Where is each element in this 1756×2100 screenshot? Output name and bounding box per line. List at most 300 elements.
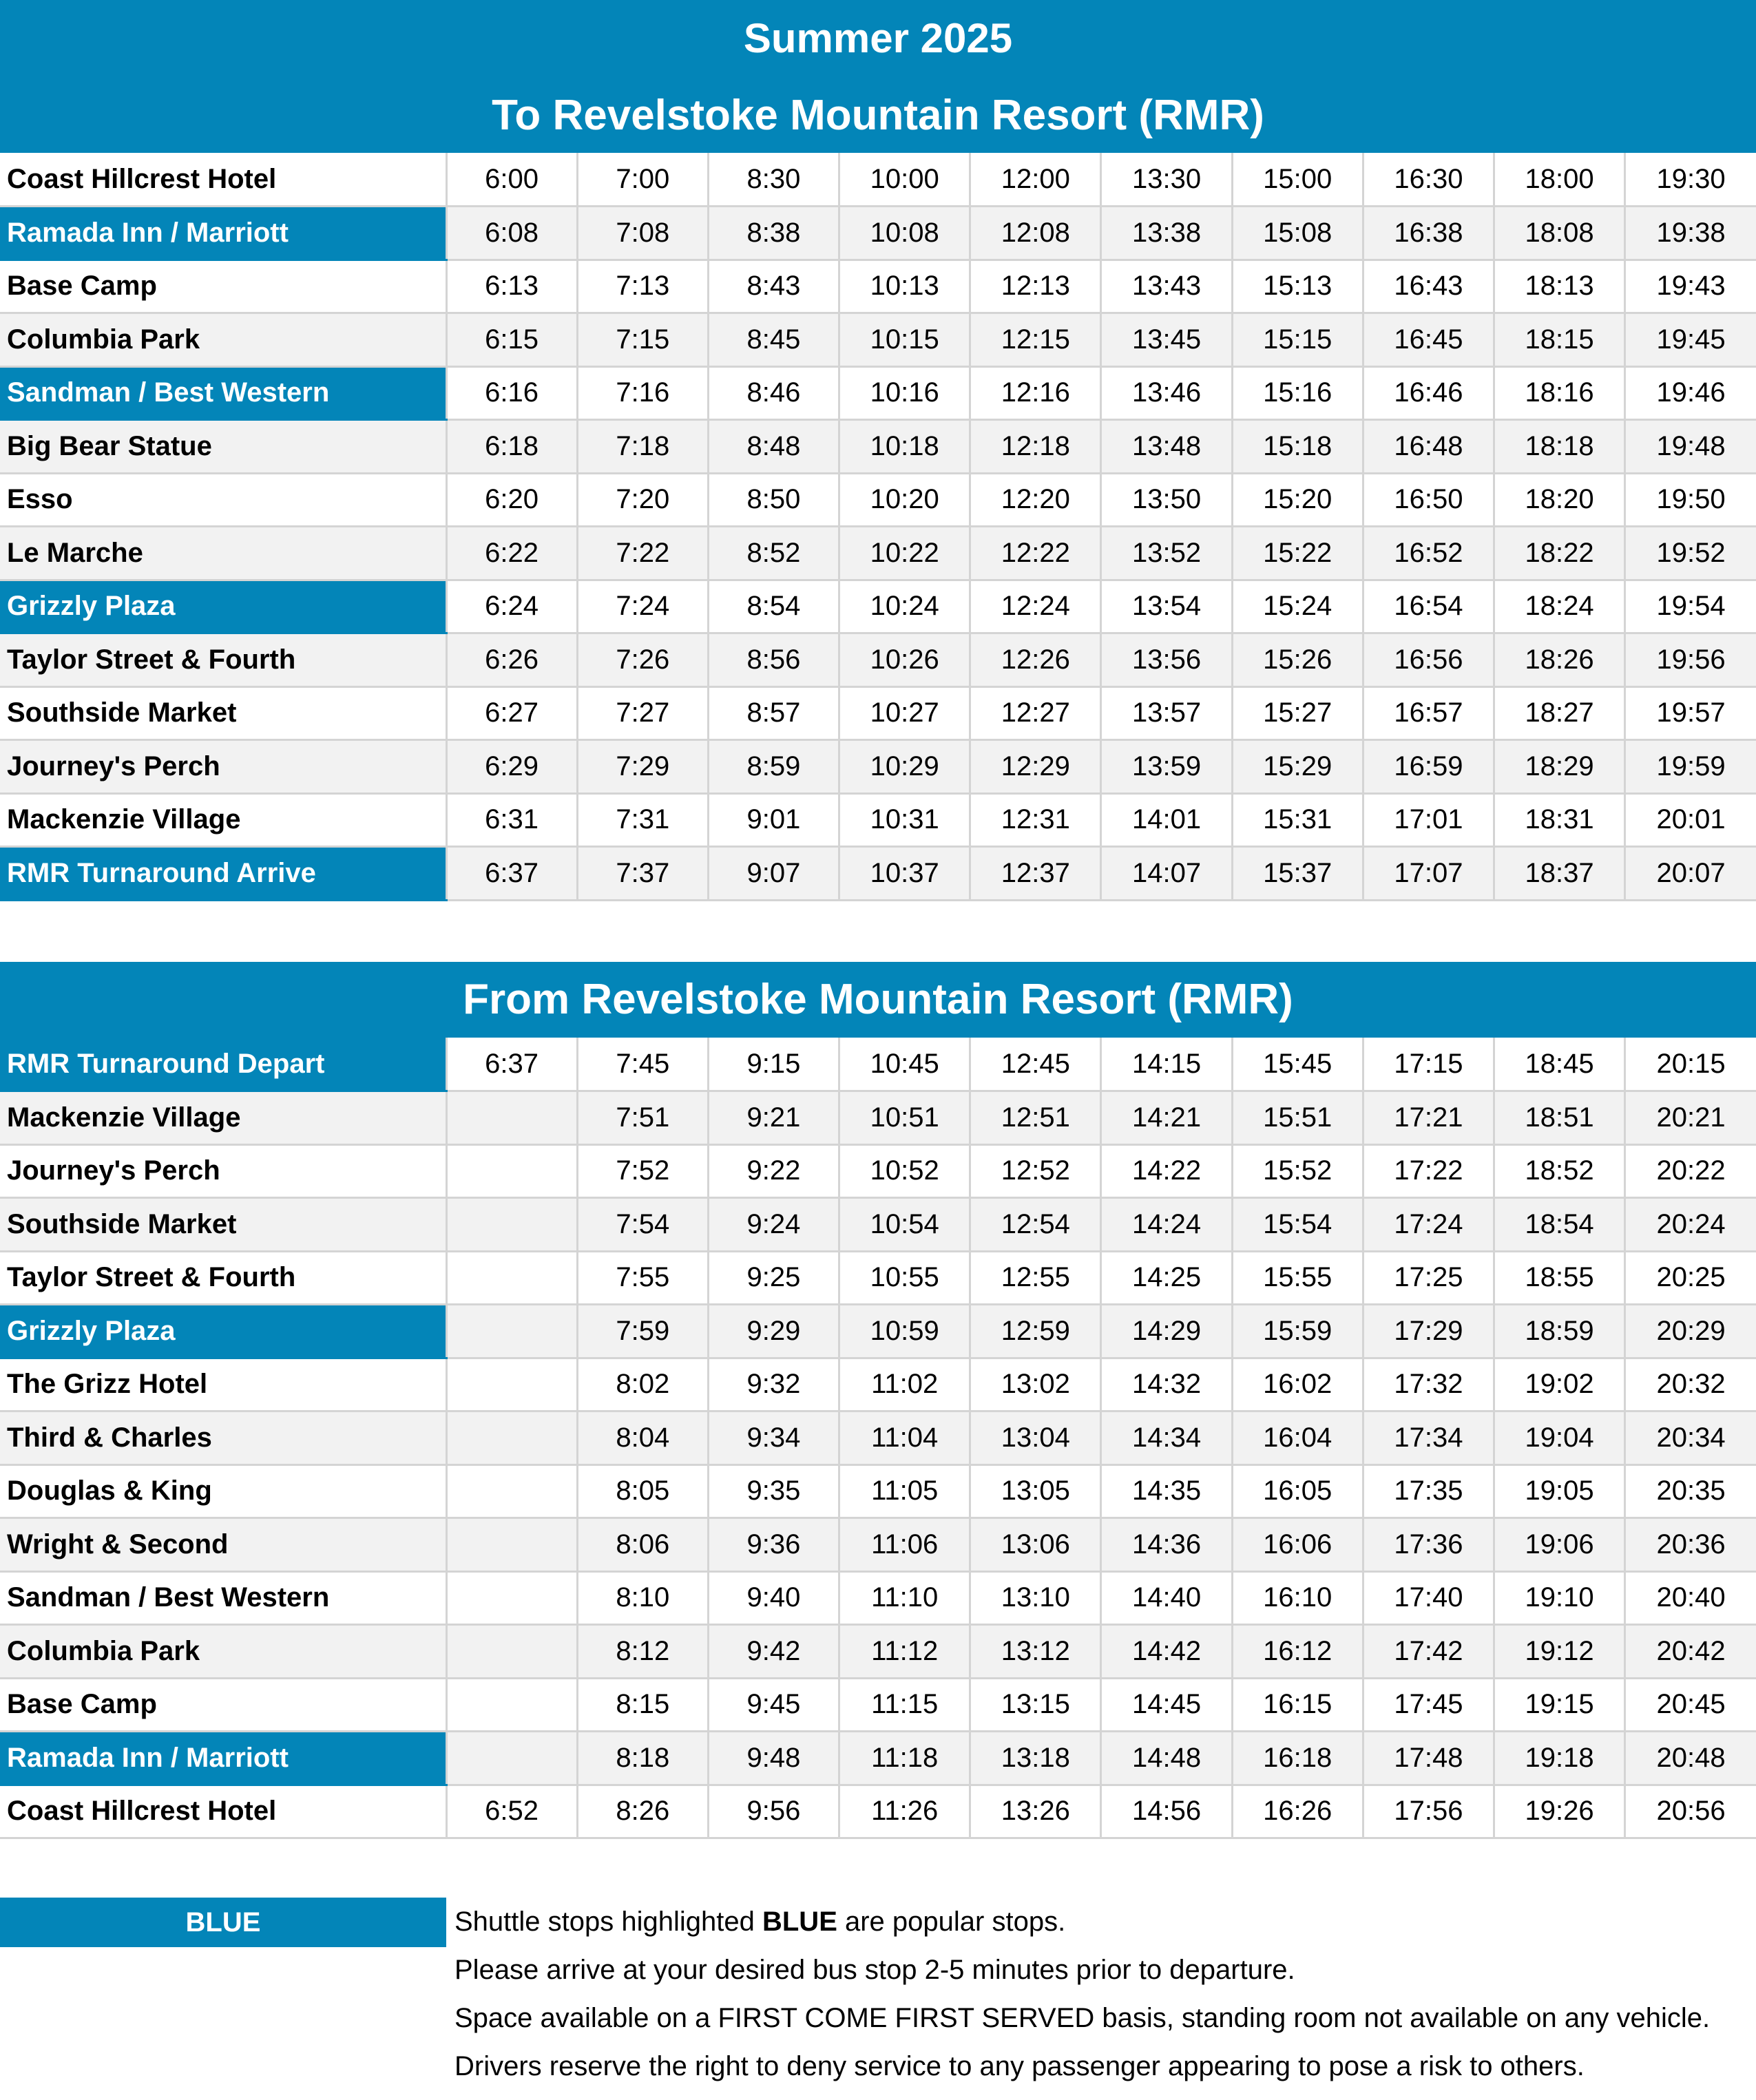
- departure-time: 16:18: [1232, 1732, 1363, 1785]
- departure-time: 15:08: [1232, 207, 1363, 260]
- departure-time: 15:16: [1232, 366, 1363, 420]
- to-rmr-timetable: [0, 153, 1756, 901]
- departure-time: 7:13: [577, 260, 708, 313]
- timetable-row: [0, 260, 1756, 313]
- stop-name: Journey's Perch: [0, 1144, 446, 1198]
- departure-time: 10:20: [839, 473, 970, 527]
- departure-time: 16:45: [1363, 313, 1494, 367]
- to-rmr-heading: To Revelstoke Mountain Resort (RMR): [492, 92, 1264, 139]
- departure-time: 17:29: [1363, 1305, 1494, 1358]
- departure-time: 17:34: [1363, 1411, 1494, 1465]
- departure-time: 10:29: [839, 740, 970, 794]
- departure-time: 16:48: [1363, 420, 1494, 474]
- departure-time: 18:59: [1494, 1305, 1625, 1358]
- stop-name: Third & Charles: [0, 1411, 446, 1465]
- timetable-row: [0, 313, 1756, 367]
- departure-time: 16:02: [1232, 1358, 1363, 1411]
- timetable-row: [0, 1305, 1756, 1358]
- departure-time: 12:26: [970, 633, 1101, 687]
- departure-time: 14:32: [1101, 1358, 1232, 1411]
- timetable-row: [0, 686, 1756, 740]
- departure-time: 12:20: [970, 473, 1101, 527]
- departure-time: 8:12: [577, 1625, 708, 1679]
- departure-time: 8:59: [708, 740, 839, 794]
- departure-time: 13:04: [970, 1411, 1101, 1465]
- departure-time: 8:50: [708, 473, 839, 527]
- departure-time: 19:43: [1625, 260, 1756, 313]
- departure-time: 17:15: [1363, 1038, 1494, 1091]
- departure-time: 12:54: [970, 1198, 1101, 1252]
- departure-time: 14:34: [1101, 1411, 1232, 1465]
- departure-time: 18:18: [1494, 420, 1625, 474]
- departure-time: 19:02: [1494, 1358, 1625, 1411]
- departure-time: 13:54: [1101, 580, 1232, 633]
- departure-time: 10:08: [839, 207, 970, 260]
- departure-time: 6:29: [446, 740, 577, 794]
- departure-time: 15:52: [1232, 1144, 1363, 1198]
- departure-time: 13:10: [970, 1571, 1101, 1625]
- departure-time: 10:54: [839, 1198, 970, 1252]
- departure-time: 16:12: [1232, 1625, 1363, 1679]
- departure-time: 6:37: [446, 1038, 577, 1091]
- departure-time: 14:45: [1101, 1678, 1232, 1732]
- departure-time: 16:59: [1363, 740, 1494, 794]
- departure-time: 9:36: [708, 1518, 839, 1572]
- timetable-row: [0, 580, 1756, 633]
- departure-time: 10:24: [839, 580, 970, 633]
- timetable-row: [0, 740, 1756, 794]
- departure-time: 20:40: [1625, 1571, 1756, 1625]
- timetable-row: [0, 207, 1756, 260]
- departure-time: 8:02: [577, 1358, 708, 1411]
- departure-time: 15:59: [1232, 1305, 1363, 1358]
- departure-time: 19:50: [1625, 473, 1756, 527]
- departure-time: 16:05: [1232, 1464, 1363, 1518]
- departure-time: 14:21: [1101, 1091, 1232, 1145]
- departure-time: 19:48: [1625, 420, 1756, 474]
- timetable-row: [0, 847, 1756, 901]
- note-text: are popular stops.: [837, 1907, 1066, 1937]
- departure-time: 7:55: [577, 1251, 708, 1305]
- departure-time: 16:26: [1232, 1785, 1363, 1838]
- stop-name: Le Marche: [0, 527, 446, 580]
- departure-time: 9:29: [708, 1305, 839, 1358]
- stop-name: Sandman / Best Western: [0, 1571, 446, 1625]
- departure-time: 15:54: [1232, 1198, 1363, 1252]
- departure-time: 14:40: [1101, 1571, 1232, 1625]
- departure-time: 16:56: [1363, 633, 1494, 687]
- departure-time: 16:30: [1363, 153, 1494, 207]
- departure-time: 16:54: [1363, 580, 1494, 633]
- departure-time: 19:18: [1494, 1732, 1625, 1785]
- note-deny-service: Drivers reserve the right to deny service to any passenger appearing to pose a risk to others.: [454, 2051, 1585, 2081]
- timetable-row: [0, 1038, 1756, 1091]
- from-rmr-header: [0, 962, 1756, 1038]
- departure-time: 10:22: [839, 527, 970, 580]
- departure-time: 16:04: [1232, 1411, 1363, 1465]
- stop-name: Columbia Park: [0, 313, 446, 367]
- departure-time: 20:07: [1625, 847, 1756, 901]
- departure-time: 10:52: [839, 1144, 970, 1198]
- departure-time: 14:36: [1101, 1518, 1232, 1572]
- departure-time: 12:45: [970, 1038, 1101, 1091]
- departure-time: 18:55: [1494, 1251, 1625, 1305]
- departure-time: 13:56: [1101, 633, 1232, 687]
- timetable-row: [0, 1198, 1756, 1252]
- departure-time: 19:52: [1625, 527, 1756, 580]
- departure-time: 7:08: [577, 207, 708, 260]
- departure-time: 13:59: [1101, 740, 1232, 794]
- departure-time: 17:22: [1363, 1144, 1494, 1198]
- departure-time: 8:45: [708, 313, 839, 367]
- departure-time: 11:10: [839, 1571, 970, 1625]
- departure-time: 12:52: [970, 1144, 1101, 1198]
- departure-time: 13:02: [970, 1358, 1101, 1411]
- timetable-row: [0, 1678, 1756, 1732]
- departure-time: 18:26: [1494, 633, 1625, 687]
- departure-time: 8:52: [708, 527, 839, 580]
- departure-time: [446, 1571, 577, 1625]
- departure-time: 19:12: [1494, 1625, 1625, 1679]
- legend-notes: [454, 1898, 1710, 2090]
- departure-time: 13:26: [970, 1785, 1101, 1838]
- stop-name: Coast Hillcrest Hotel: [0, 153, 446, 207]
- departure-time: 8:48: [708, 420, 839, 474]
- departure-time: 20:01: [1625, 793, 1756, 847]
- departure-time: 6:18: [446, 420, 577, 474]
- departure-time: 19:26: [1494, 1785, 1625, 1838]
- departure-time: 6:31: [446, 793, 577, 847]
- departure-time: 13:18: [970, 1732, 1101, 1785]
- departure-time: 6:24: [446, 580, 577, 633]
- departure-time: [446, 1464, 577, 1518]
- departure-time: 11:04: [839, 1411, 970, 1465]
- stop-name: Coast Hillcrest Hotel: [0, 1785, 446, 1838]
- departure-time: 12:15: [970, 313, 1101, 367]
- departure-time: 16:50: [1363, 473, 1494, 527]
- stop-name: Sandman / Best Western: [0, 366, 446, 420]
- departure-time: 19:59: [1625, 740, 1756, 794]
- departure-time: 11:05: [839, 1464, 970, 1518]
- departure-time: 18:54: [1494, 1198, 1625, 1252]
- timetable-row: [0, 1411, 1756, 1465]
- departure-time: 11:18: [839, 1732, 970, 1785]
- departure-time: 20:24: [1625, 1198, 1756, 1252]
- stop-name: Columbia Park: [0, 1625, 446, 1679]
- departure-time: 10:00: [839, 153, 970, 207]
- departure-time: 13:06: [970, 1518, 1101, 1572]
- departure-time: 20:34: [1625, 1411, 1756, 1465]
- departure-time: 7:27: [577, 686, 708, 740]
- departure-time: 18:20: [1494, 473, 1625, 527]
- departure-time: 15:27: [1232, 686, 1363, 740]
- departure-time: 7:52: [577, 1144, 708, 1198]
- departure-time: 20:15: [1625, 1038, 1756, 1091]
- departure-time: 7:29: [577, 740, 708, 794]
- from-rmr-timetable: [0, 1038, 1756, 1839]
- stop-name: Grizzly Plaza: [0, 580, 446, 633]
- departure-time: 10:18: [839, 420, 970, 474]
- departure-time: 19:06: [1494, 1518, 1625, 1572]
- departure-time: 19:15: [1494, 1678, 1625, 1732]
- departure-time: 10:15: [839, 313, 970, 367]
- departure-time: 14:01: [1101, 793, 1232, 847]
- departure-time: 17:36: [1363, 1518, 1494, 1572]
- departure-time: 8:10: [577, 1571, 708, 1625]
- departure-time: 18:27: [1494, 686, 1625, 740]
- stop-name: Wright & Second: [0, 1518, 446, 1572]
- timetable-row: [0, 1625, 1756, 1679]
- departure-time: [446, 1732, 577, 1785]
- departure-time: 17:24: [1363, 1198, 1494, 1252]
- departure-time: 18:00: [1494, 153, 1625, 207]
- stop-name: The Grizz Hotel: [0, 1358, 446, 1411]
- note-popular-stops: [454, 1898, 1710, 1946]
- departure-time: 13:46: [1101, 366, 1232, 420]
- departure-time: 7:37: [577, 847, 708, 901]
- departure-time: 17:25: [1363, 1251, 1494, 1305]
- departure-time: 17:42: [1363, 1625, 1494, 1679]
- departure-time: 16:52: [1363, 527, 1494, 580]
- departure-time: 12:16: [970, 366, 1101, 420]
- departure-time: 17:40: [1363, 1571, 1494, 1625]
- departure-time: 16:38: [1363, 207, 1494, 260]
- departure-time: 9:01: [708, 793, 839, 847]
- departure-time: [446, 1251, 577, 1305]
- departure-time: 10:51: [839, 1091, 970, 1145]
- departure-time: 7:15: [577, 313, 708, 367]
- departure-time: 11:15: [839, 1678, 970, 1732]
- departure-time: 18:13: [1494, 260, 1625, 313]
- departure-time: 9:21: [708, 1091, 839, 1145]
- departure-time: 8:26: [577, 1785, 708, 1838]
- departure-time: 11:02: [839, 1358, 970, 1411]
- departure-time: 16:43: [1363, 260, 1494, 313]
- departure-time: 20:25: [1625, 1251, 1756, 1305]
- departure-time: 15:13: [1232, 260, 1363, 313]
- departure-time: 17:48: [1363, 1732, 1494, 1785]
- departure-time: 20:45: [1625, 1678, 1756, 1732]
- departure-time: 14:22: [1101, 1144, 1232, 1198]
- departure-time: 14:42: [1101, 1625, 1232, 1679]
- departure-time: 7:59: [577, 1305, 708, 1358]
- stop-name: Esso: [0, 473, 446, 527]
- departure-time: 14:56: [1101, 1785, 1232, 1838]
- departure-time: 19:10: [1494, 1571, 1625, 1625]
- departure-time: 8:05: [577, 1464, 708, 1518]
- departure-time: 8:38: [708, 207, 839, 260]
- departure-time: 16:10: [1232, 1571, 1363, 1625]
- departure-time: 20:22: [1625, 1144, 1756, 1198]
- departure-time: 8:54: [708, 580, 839, 633]
- departure-time: 15:37: [1232, 847, 1363, 901]
- departure-time: 18:45: [1494, 1038, 1625, 1091]
- departure-time: 14:35: [1101, 1464, 1232, 1518]
- departure-time: 20:42: [1625, 1625, 1756, 1679]
- legend-blue-key: BLUE: [0, 1898, 446, 1947]
- departure-time: 7:31: [577, 793, 708, 847]
- departure-time: 7:18: [577, 420, 708, 474]
- departure-time: 8:30: [708, 153, 839, 207]
- stop-name: Mackenzie Village: [0, 793, 446, 847]
- departure-time: 11:26: [839, 1785, 970, 1838]
- timetable-row: [0, 1144, 1756, 1198]
- departure-time: 14:15: [1101, 1038, 1232, 1091]
- departure-time: 13:38: [1101, 207, 1232, 260]
- timetable-row: [0, 1464, 1756, 1518]
- departure-time: 16:06: [1232, 1518, 1363, 1572]
- departure-time: 13:15: [970, 1678, 1101, 1732]
- departure-time: 13:05: [970, 1464, 1101, 1518]
- departure-time: 15:18: [1232, 420, 1363, 474]
- departure-time: 7:26: [577, 633, 708, 687]
- departure-time: 7:16: [577, 366, 708, 420]
- departure-time: 10:26: [839, 633, 970, 687]
- departure-time: 16:57: [1363, 686, 1494, 740]
- departure-time: 12:29: [970, 740, 1101, 794]
- departure-time: 20:21: [1625, 1091, 1756, 1145]
- departure-time: 13:50: [1101, 473, 1232, 527]
- departure-time: 7:45: [577, 1038, 708, 1091]
- timetable-row: [0, 420, 1756, 474]
- departure-time: 19:45: [1625, 313, 1756, 367]
- departure-time: 10:16: [839, 366, 970, 420]
- departure-time: 18:15: [1494, 313, 1625, 367]
- departure-time: 12:37: [970, 847, 1101, 901]
- departure-time: 15:31: [1232, 793, 1363, 847]
- departure-time: 12:18: [970, 420, 1101, 474]
- departure-time: 14:24: [1101, 1198, 1232, 1252]
- departure-time: 18:37: [1494, 847, 1625, 901]
- departure-time: 15:22: [1232, 527, 1363, 580]
- stop-name: Big Bear Statue: [0, 420, 446, 474]
- departure-time: 14:25: [1101, 1251, 1232, 1305]
- departure-time: 9:45: [708, 1678, 839, 1732]
- departure-time: 8:43: [708, 260, 839, 313]
- schedule-title: Summer 2025: [743, 15, 1013, 61]
- departure-time: 8:56: [708, 633, 839, 687]
- departure-time: 11:12: [839, 1625, 970, 1679]
- departure-time: 7:51: [577, 1091, 708, 1145]
- departure-time: 15:26: [1232, 633, 1363, 687]
- departure-time: [446, 1198, 577, 1252]
- departure-time: 10:13: [839, 260, 970, 313]
- departure-time: 18:24: [1494, 580, 1625, 633]
- departure-time: [446, 1411, 577, 1465]
- departure-time: 9:42: [708, 1625, 839, 1679]
- stop-name: Mackenzie Village: [0, 1091, 446, 1145]
- departure-time: 12:31: [970, 793, 1101, 847]
- departure-time: 10:45: [839, 1038, 970, 1091]
- departure-time: 12:08: [970, 207, 1101, 260]
- departure-time: 19:04: [1494, 1411, 1625, 1465]
- departure-time: 13:45: [1101, 313, 1232, 367]
- departure-time: 8:06: [577, 1518, 708, 1572]
- departure-time: 6:20: [446, 473, 577, 527]
- departure-time: 15:45: [1232, 1038, 1363, 1091]
- departure-time: 20:32: [1625, 1358, 1756, 1411]
- departure-time: 10:31: [839, 793, 970, 847]
- departure-time: 9:22: [708, 1144, 839, 1198]
- departure-time: 6:26: [446, 633, 577, 687]
- departure-time: 7:24: [577, 580, 708, 633]
- stop-name: Base Camp: [0, 260, 446, 313]
- departure-time: [446, 1091, 577, 1145]
- timetable-row: [0, 1251, 1756, 1305]
- departure-time: 14:29: [1101, 1305, 1232, 1358]
- timetable-row: [0, 793, 1756, 847]
- stop-name: Taylor Street & Fourth: [0, 633, 446, 687]
- departure-time: 6:22: [446, 527, 577, 580]
- departure-time: [446, 1358, 577, 1411]
- departure-time: 8:46: [708, 366, 839, 420]
- departure-time: 15:20: [1232, 473, 1363, 527]
- departure-time: 17:01: [1363, 793, 1494, 847]
- departure-time: 12:51: [970, 1091, 1101, 1145]
- stop-name: Douglas & King: [0, 1464, 446, 1518]
- departure-time: 9:40: [708, 1571, 839, 1625]
- stop-name: Grizzly Plaza: [0, 1305, 446, 1358]
- departure-time: 9:34: [708, 1411, 839, 1465]
- note-first-come: Space available on a FIRST COME FIRST SERVED basis, standing room not available on any vehicle.: [454, 2003, 1711, 2033]
- departure-time: 19:30: [1625, 153, 1756, 207]
- departure-time: [446, 1144, 577, 1198]
- departure-time: 15:55: [1232, 1251, 1363, 1305]
- departure-time: 9:24: [708, 1198, 839, 1252]
- departure-time: 6:13: [446, 260, 577, 313]
- departure-time: 17:45: [1363, 1678, 1494, 1732]
- timetable-row: [0, 473, 1756, 527]
- timetable-row: [0, 153, 1756, 207]
- departure-time: 13:43: [1101, 260, 1232, 313]
- departure-time: 17:07: [1363, 847, 1494, 901]
- departure-time: 20:48: [1625, 1732, 1756, 1785]
- departure-time: 15:51: [1232, 1091, 1363, 1145]
- departure-time: 15:29: [1232, 740, 1363, 794]
- timetable-row: [0, 1732, 1756, 1785]
- departure-time: 13:52: [1101, 527, 1232, 580]
- departure-time: 12:27: [970, 686, 1101, 740]
- departure-time: 19:38: [1625, 207, 1756, 260]
- departure-time: 12:59: [970, 1305, 1101, 1358]
- departure-time: 13:12: [970, 1625, 1101, 1679]
- departure-time: 6:27: [446, 686, 577, 740]
- departure-time: 15:15: [1232, 313, 1363, 367]
- departure-time: 7:20: [577, 473, 708, 527]
- stop-name: Base Camp: [0, 1678, 446, 1732]
- departure-time: 19:46: [1625, 366, 1756, 420]
- departure-time: 12:22: [970, 527, 1101, 580]
- departure-time: 9:25: [708, 1251, 839, 1305]
- departure-time: 7:00: [577, 153, 708, 207]
- stop-name: RMR Turnaround Arrive: [0, 847, 446, 901]
- stop-name: Southside Market: [0, 1198, 446, 1252]
- timetable-row: [0, 1091, 1756, 1145]
- departure-time: 8:57: [708, 686, 839, 740]
- departure-time: 16:15: [1232, 1678, 1363, 1732]
- departure-time: 20:36: [1625, 1518, 1756, 1572]
- departure-time: 17:35: [1363, 1464, 1494, 1518]
- departure-time: 14:07: [1101, 847, 1232, 901]
- departure-time: 9:15: [708, 1038, 839, 1091]
- departure-time: 6:16: [446, 366, 577, 420]
- departure-time: 18:29: [1494, 740, 1625, 794]
- departure-time: 9:48: [708, 1732, 839, 1785]
- departure-time: 10:27: [839, 686, 970, 740]
- departure-time: 12:24: [970, 580, 1101, 633]
- departure-time: 12:13: [970, 260, 1101, 313]
- departure-time: [446, 1305, 577, 1358]
